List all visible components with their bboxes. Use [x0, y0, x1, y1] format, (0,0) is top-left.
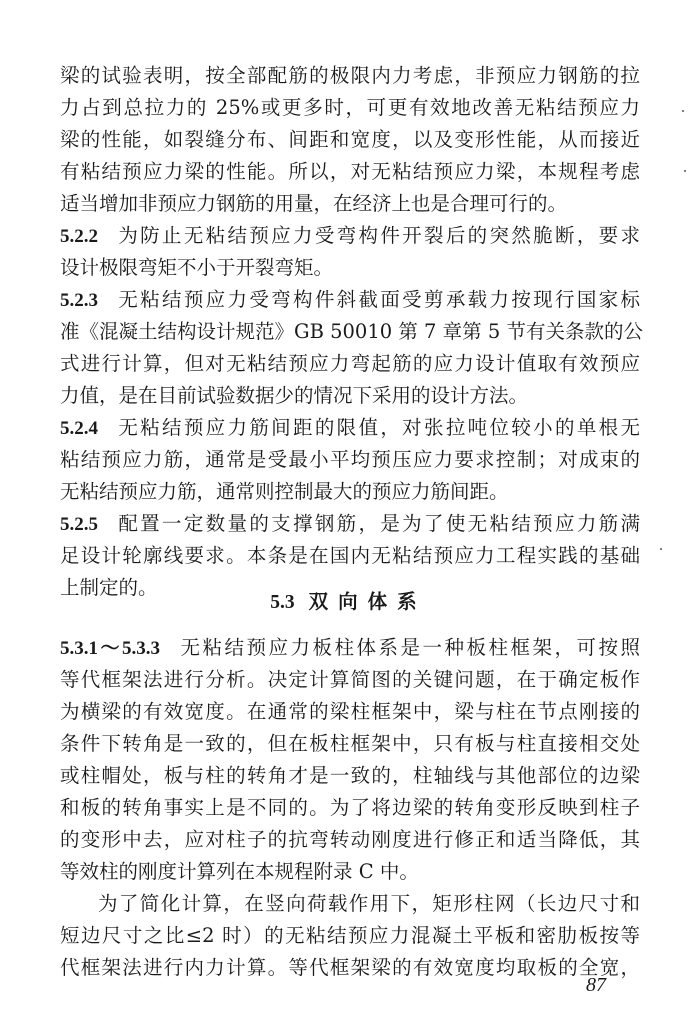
- text-line: 的变形中去，应对柱子的抗弯转动刚度进行修正和适当降低，其: [60, 828, 640, 851]
- section-title: 双向体系: [308, 590, 427, 613]
- clause-number: 5.2.4: [60, 418, 98, 439]
- clause-text: 无粘结预应力板柱体系是一种板柱框架，可按照: [178, 636, 640, 659]
- text-line: 有粘结预应力梁的性能。所以，对无粘结预应力梁，本规程考虑: [60, 160, 640, 183]
- text-line: 为横梁的有效宽度。在通常的梁柱框架中，梁与柱在节点刚接的: [60, 700, 640, 723]
- clause-5-3-1-line: [60, 632, 640, 664]
- text-line: 或柱帽处，板与柱的转角才是一致的，柱轴线与其他部位的边梁: [60, 764, 640, 787]
- text-line: 无粘结预应力筋，通常则控制最大的预应力筋间距。: [60, 480, 509, 503]
- page-number: 87: [586, 974, 606, 996]
- text-line: 式进行计算，但对无粘结预应力弯起筋的应力设计值取有效预应: [60, 352, 640, 375]
- text-line: 准《混凝土结构设计规范》GB 50010 第 7 章第 5 节有关条款的公: [60, 320, 643, 343]
- text-line: 条件下转角是一致的，但在板柱框架中，只有板与柱直接相交处: [60, 732, 640, 755]
- text-line: 梁的性能，如裂缝分布、间距和宽度，以及变形性能，从而接近: [60, 128, 640, 151]
- clause-text: 配置一定数量的支撑钢筋，是为了使无粘结预应力筋满: [116, 512, 640, 535]
- scan-speck: [684, 170, 686, 172]
- text-line: 为了简化计算，在竖向荷载作用下，矩形柱网（长边尺寸和: [98, 892, 640, 915]
- text-line: 设计极限弯矩不小于开裂弯矩。: [60, 256, 334, 279]
- text-line: 代框架法进行内力计算。等代框架梁的有效宽度均取板的全宽，: [60, 956, 640, 979]
- clause-number: 5.3.1～5.3.3: [60, 638, 160, 659]
- clause-5-2-2-line: [60, 220, 640, 252]
- text-line: 适当增加非预应力钢筋的用量，在经济上也是合理可行的。: [60, 192, 568, 215]
- text-line: 等代框架法进行分析。决定计算简图的关键问题，在于确定板作: [60, 668, 640, 691]
- text-line: 力占到总拉力的 25%或更多时，可更有效地改善无粘结预应力: [60, 96, 640, 119]
- text-line: 粘结预应力筋，通常是受最小平均预压应力要求控制；对成束的: [60, 448, 640, 471]
- clause-5-2-3-line: [60, 284, 640, 316]
- clause-text: 为防止无粘结预应力受弯构件开裂后的突然脆断，要求: [116, 224, 640, 247]
- text-line: 上制定的。: [60, 576, 158, 599]
- clause-number: 5.2.2: [60, 226, 98, 247]
- text-line: 力值，是在目前试验数据少的情况下采用的设计方法。: [60, 384, 529, 407]
- clause-number: 5.2.3: [60, 290, 98, 311]
- clause-number: 5.2.5: [60, 514, 98, 535]
- text-line: 足设计轮廓线要求。本条是在国内无粘结预应力工程实践的基础: [60, 544, 640, 567]
- clause-text: 无粘结预应力受弯构件斜截面受剪承载力按现行国家标: [116, 288, 640, 311]
- clause-5-2-5-line: [60, 508, 640, 540]
- scan-speck: [660, 548, 662, 550]
- text-line: 短边尺寸之比≤2 时）的无粘结预应力混凝土平板和密肋板按等: [60, 924, 640, 947]
- text-line: 等效柱的刚度计算列在本规程附录 C 中。: [60, 860, 419, 883]
- text-line: 和板的转角事实上是不同的。为了将边梁的转角变形反映到柱子: [60, 796, 640, 819]
- text-line: 梁的试验表明，按全部配筋的极限内力考虑，非预应力钢筋的拉: [60, 64, 640, 87]
- section-number: 5.3: [270, 592, 295, 613]
- clause-text: 无粘结预应力筋间距的限值，对张拉吨位较小的单根无: [116, 416, 640, 439]
- scan-speck: [682, 110, 684, 112]
- section-heading: [0, 586, 697, 619]
- clause-5-2-4-line: [60, 412, 640, 444]
